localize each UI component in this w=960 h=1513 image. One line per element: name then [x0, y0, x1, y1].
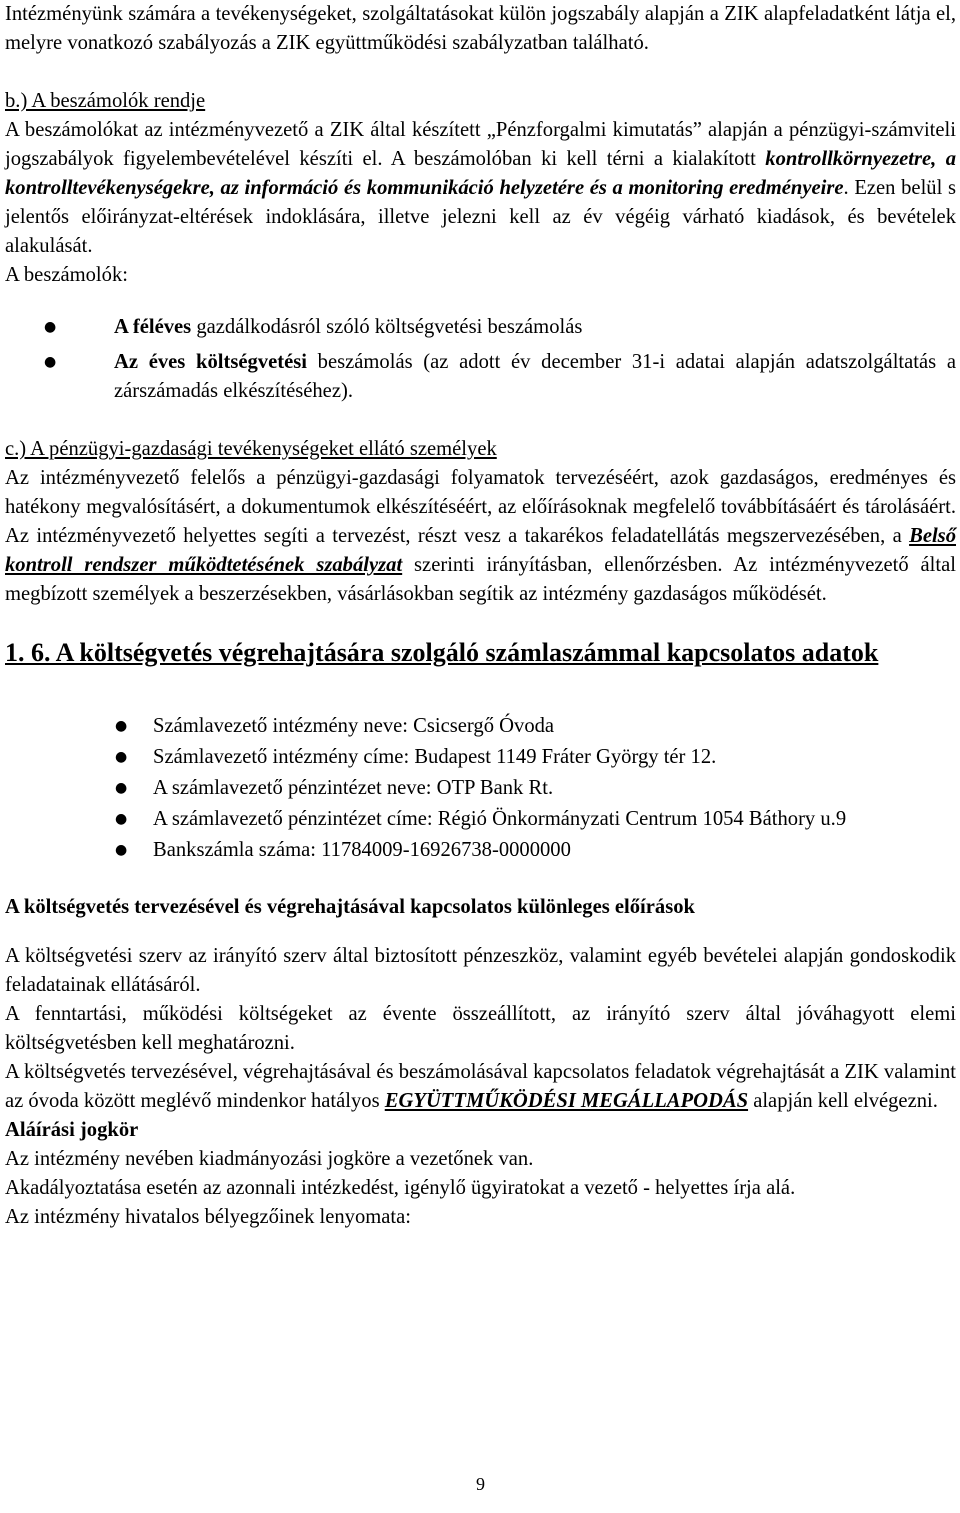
special-paragraph-1: A költségvetési szerv az irányító szerv által biztosított pénzeszköz, valamint egyéb bevételei alapján gondoskodik feladatainak ellátásáról. [5, 945, 956, 996]
special-paragraph-2: A fenntartási, működési költségeket az évente összeállított, az irányító szerv által jóváhagyott elemi költségvetésben kell meghatározni. [5, 1003, 956, 1054]
list-item: ● Az éves költségvetési beszámolás (az adott év december 31-i adatai alapján adatszolgáltatás a zárszámadás elkészítéséhez). [5, 348, 956, 406]
account-details-list [5, 712, 956, 865]
intro-paragraph: Intézményünk számára a tevékenységeket, szolgáltatásokat külön jogszabály alapján a ZIK alapfeladatként látja el, melyre vonatkozó szabályozás a ZIK együttműködési szabályzatban található. [5, 3, 956, 54]
section-c-paragraph: Az intézményvezető felelős a pénzügyi-gazdasági folyamatok tervezéséért, azok gazdaságos, eredményes és hatékony megvalósításért, a dokumentumok elkészítéséért, az előírásoknak megfelelő továbbításáért és tárolásáért. Az intézményvezető helyettes segíti a tervezést, részt vesz a takarékos feladatellátás megszervezésében, a Belső kontroll rendszer működtetésének szabályzat szerinti irányításban, ellenőrzésben. Az intézményvezető által megbízott személyek a beszerzésekben, vásárlásokban segítik az intézmény gazdaságos működését. [5, 467, 956, 605]
agreement-emphasis: EGYÜTTMŰKÖDÉSI MEGÁLLAPODÁS [384, 1090, 749, 1112]
section-c-emphasis: Belső kontroll rendszer működtetésének szabályzat [5, 525, 956, 576]
account-section-heading: 1. 6. A költségvetés végrehajtására szolgáló számlaszámmal kapcsolatos adatok [5, 638, 879, 667]
report-list [5, 313, 956, 406]
special-paragraph-3: A költségvetés tervezésével, végrehajtásával és beszámolásával kapcsolatos feladatok végrehajtását a ZIK valamint az óvoda között meglévő mindenkor hatályos EGYÜTTMŰKÖDÉSI MEGÁLLAPODÁS alapján kell elvégezni. [5, 1061, 956, 1112]
signature-line-1: Az intézmény nevében kiadmányozási jogköre a vezetőnek van. [5, 1148, 534, 1170]
list-item: ● A számlavezető pénzintézet címe: Régió Önkormányzati Centrum 1054 Báthory u.9 [5, 805, 956, 834]
signature-line-3: Az intézmény hivatalos bélyegzőinek lenyomata: [5, 1206, 412, 1228]
signature-line-2: Akadályoztatása esetén az azonnali intézkedést, igénylő ügyiratokat a vezető - helyettes írja alá. [5, 1177, 796, 1199]
section-b-heading: b.) A beszámolók rendje [5, 90, 206, 112]
section-b-list-intro: A beszámolók: [5, 264, 128, 286]
section-c-heading: c.) A pénzügyi-gazdasági tevékenységeket ellátó személyek [5, 438, 497, 460]
special-rules-heading: A költségvetés tervezésével és végrehajtásával kapcsolatos különleges előírások [5, 896, 695, 918]
document-page [5, 0, 956, 1513]
list-item: ● Számlavezető intézmény címe: Budapest 1149 Fráter György tér 12. [5, 743, 956, 772]
list-item: ● Bankszámla száma: 11784009-16926738-0000000 [5, 836, 956, 865]
section-b-paragraph: A beszámolókat az intézményvezető a ZIK által készített „Pénzforgalmi kimutatás” alapján a pénzügyi-számviteli jogszabályok figyelembevételével készíti el. A beszámolóban ki kell térni a kialakított kontrollkörnyezetre, a kontrolltevékenységekre, az információ és kommunikáció helyzetére és a monitoring eredményeire. Ezen belül s jelentős előirányzat-eltérések indoklására, illetve jelezni kell az év végéig várható kiadások, és bevételek alakulását. [5, 119, 956, 257]
signature-heading: Aláírási jogkör [5, 1119, 139, 1141]
list-item: ● A számlavezető pénzintézet neve: OTP Bank Rt. [5, 774, 956, 803]
section-b-emphasis: kontrollkörnyezetre, a kontrolltevékenységekre, az információ és kommunikáció helyzetére és a monitoring eredményeire [5, 148, 956, 199]
list-item: ● Számlavezető intézmény neve: Csicsergő Óvoda [5, 712, 956, 741]
page-number: 9 [476, 1474, 485, 1494]
list-item: ● A féléves gazdálkodásról szóló költségvetési beszámolás [5, 313, 956, 342]
